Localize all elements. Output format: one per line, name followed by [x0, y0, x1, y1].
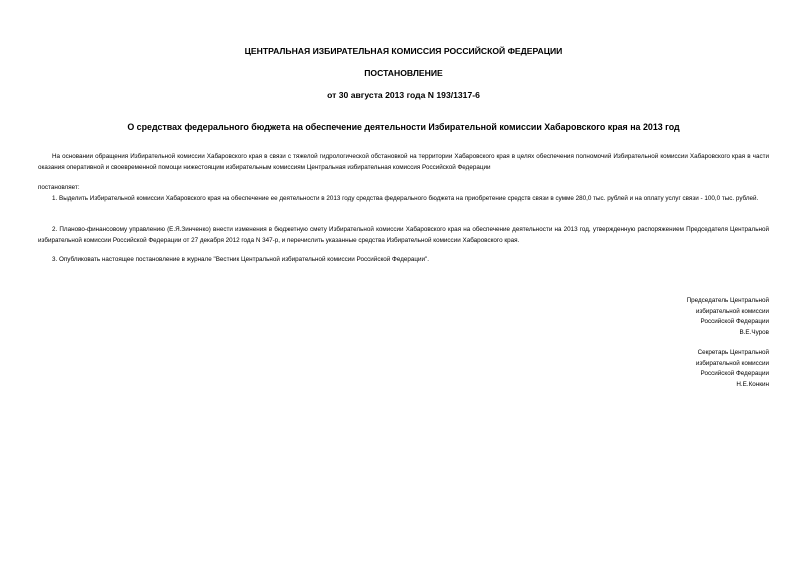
organization-title: ЦЕНТРАЛЬНАЯ ИЗБИРАТЕЛЬНАЯ КОМИССИЯ РОССИЙСКОЙ ФЕДЕРАЦИИ: [244, 46, 563, 56]
secretary-signature-block: [569, 348, 769, 390]
document-subject: О средствах федерального бюджета на обеспечение деятельности Избирательной комиссии Хабаровского края на 2013 год: [127, 122, 680, 132]
secretary-title-line-2: избирательной комиссии: [695, 359, 769, 367]
item-1-paragraph: 1. Выделить Избирательной комиссии Хабаровского края на обеспечение ее деятельности в 2013 году средства федерального бюджета на приобретение средств связи в сумме 280,0 тыс. рублей и на оплату услуг связи - 100,0 тыс. рублей.: [52, 195, 759, 202]
chairman-signature-block: [569, 296, 769, 338]
secretary-title-line-3: Российской Федерации: [700, 370, 769, 377]
item-2-paragraph: 2. Планово-финансовому управлению (Е.Я.Зинченко) внести изменения в бюджетную смету Избирательной комиссии Хабаровского края на обеспечение деятельности на 2013 год, утвержденную распоряжением Председателя Центральной избирательной комиссии Российской Федерации от 27 декабря 2012 года N 347-р, и перечислить указанные средства Избирательной комиссии Хабаровского края.: [38, 226, 769, 244]
intro-paragraph: На основании обращения Избирательной комиссии Хабаровского края в связи с тяжелой гидрологической обстановкой на территории Хабаровского края в целях обеспечения полномочий Избирательной комиссии Хабаровского края в части оказания оперативной и своевременной помощи нижестоящим избирательным комиссиям Центральная избирательная комиссия Российской Федерации: [38, 153, 769, 171]
chairman-title-line-2: избирательной комиссии: [695, 307, 769, 315]
item-3-paragraph: 3. Опубликовать настоящее постановление в журнале "Вестник Центральной избирательной комиссии Российской Федерации".: [52, 256, 430, 263]
document-date-number: от 30 августа 2013 года N 193/1317-6: [327, 90, 480, 100]
document-type: ПОСТАНОВЛЕНИЕ: [364, 68, 443, 78]
secretary-title-line-1: Секретарь Центральной: [697, 349, 769, 356]
chairman-name: В.Е.Чуров: [739, 328, 769, 336]
secretary-name: Н.Е.Конкин: [736, 380, 769, 388]
resolves-paragraph: постановляет:: [38, 184, 80, 191]
chairman-title-line-1: Председатель Центральной: [686, 297, 769, 304]
chairman-title-line-3: Российской Федерации: [700, 318, 769, 325]
